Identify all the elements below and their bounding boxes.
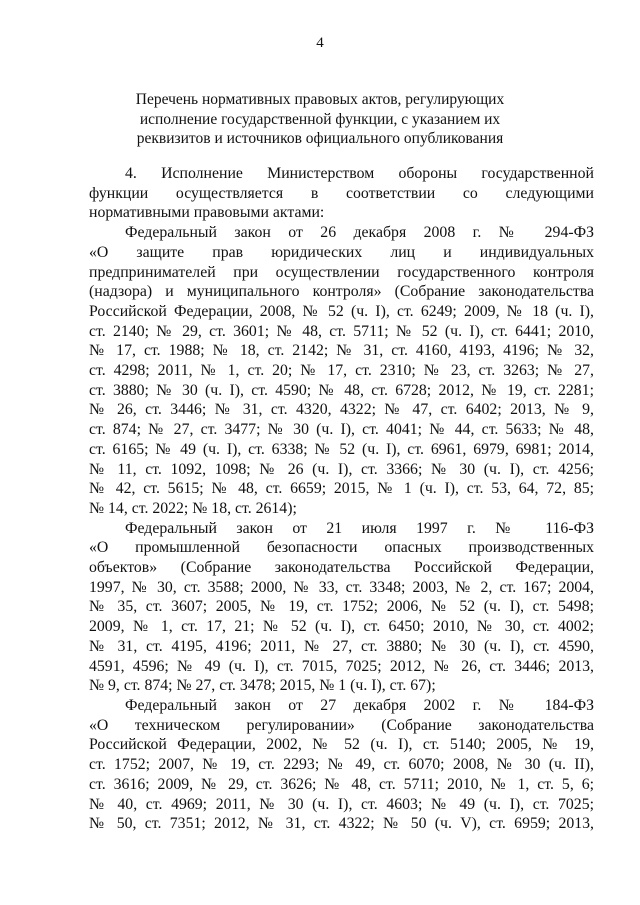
text-line: ст. 3616; 2009, № 29, ст. 3626; № 48, ст. 5711; 2010, № 1, ст. 5, 6; bbox=[89, 775, 594, 793]
text-line: ст. 6165; № 49 (ч. I), ст. 6338; № 52 (ч. I), ст. 6961, 6979, 6981; 2014, bbox=[89, 440, 594, 458]
paragraph-law-184 bbox=[89, 696, 594, 834]
text-line: № 40, ст. 4969; 2011, № 30 (ч. I), ст. 4603; № 49 (ч. I), ст. 7025; bbox=[89, 795, 594, 813]
text-line: Российской Федерации, 2008, № 52 (ч. I), ст. 6249; 2009, № 18 (ч. I), bbox=[89, 302, 594, 320]
text-line: ст. 2140; № 29, ст. 3601; № 48, ст. 5711; № 52 (ч. I), ст. 6441; 2010, bbox=[89, 322, 594, 340]
document-title bbox=[80, 90, 560, 149]
text-line: (надзора) и муниципального контроля» (Собрание законодательства bbox=[89, 283, 594, 301]
document-body bbox=[89, 164, 594, 834]
title-line: Перечень нормативных правовых актов, регулирующих bbox=[135, 91, 505, 108]
text-line: ст. 3880; № 30 (ч. I), ст. 4590; № 48, ст. 6728; 2012, № 19, ст. 2281; bbox=[89, 381, 594, 399]
title-line: реквизитов и источников официального опубликования bbox=[136, 130, 504, 147]
text-line: № 31, ст. 4195, 4196; 2011, № 27, ст. 3880; № 30 (ч. I), ст. 4590, bbox=[89, 637, 594, 655]
text-line: № 14, ст. 2022; № 18, ст. 2614); bbox=[89, 499, 297, 517]
title-line: исполнение государственной функции, с указанием их bbox=[139, 110, 501, 128]
text-line: функции осуществляется в соответствии со следующими bbox=[89, 184, 594, 202]
text-line: № 26, ст. 3446; № 31, ст. 4320, 4322; № 47, ст. 6402; 2013, № 9, bbox=[89, 401, 594, 419]
text-line: нормативными правовыми актами: bbox=[89, 204, 325, 222]
text-line: № 42, ст. 5615; № 48, ст. 6659; 2015, № 1 (ч. I), ст. 53, 64, 72, 85; bbox=[89, 480, 594, 498]
text-line: № 50, ст. 7351; 2012, № 31, ст. 4322; № 50 (ч. V), ст. 6959; 2013, bbox=[89, 815, 594, 833]
text-line: Российской Федерации, 2002, № 52 (ч. I), ст. 5140; 2005, № 19, bbox=[89, 736, 594, 754]
page-number: 4 bbox=[316, 35, 324, 51]
paragraph-law-294 bbox=[89, 223, 594, 519]
text-line: Федеральный закон от 21 июля 1997 г. № 116-ФЗ bbox=[125, 519, 594, 537]
text-line: предпринимателей при осуществлении государственного контроля bbox=[89, 263, 594, 281]
text-line: № 11, ст. 1092, 1098; № 26 (ч. I), ст. 3366; № 30 (ч. I), ст. 4256; bbox=[89, 460, 594, 478]
text-line: № 35, ст. 3607; 2005, № 19, ст. 1752; 2006, № 52 (ч. I), ст. 5498; bbox=[89, 598, 594, 616]
text-line: Федеральный закон от 26 декабря 2008 г. № 294-ФЗ bbox=[125, 224, 594, 242]
text-line: № 17, ст. 1988; № 18, ст. 2142; № 31, ст. 4160, 4193, 4196; № 32, bbox=[89, 342, 594, 360]
text-line: Федеральный закон от 27 декабря 2002 г. № 184-ФЗ bbox=[125, 696, 594, 714]
paragraph-law-116 bbox=[89, 519, 594, 696]
text-line: «О техническом регулировании» (Собрание законодательства bbox=[89, 716, 594, 734]
text-line: № 9, ст. 874; № 27, ст. 3478; 2015, № 1 (ч. I), ст. 67); bbox=[89, 677, 436, 695]
text-line: ст. 4298; 2011, № 1, ст. 20; № 17, ст. 2310; № 23, ст. 3263; № 27, bbox=[89, 362, 594, 380]
text-line: «О промышленной безопасности опасных производственных bbox=[89, 539, 594, 557]
text-line: 4. Исполнение Министерством обороны государственной bbox=[125, 165, 594, 182]
text-line: объектов» (Собрание законодательства Российской Федерации, bbox=[89, 559, 594, 577]
text-line: 1997, № 30, ст. 3588; 2000, № 33, ст. 3348; 2003, № 2, ст. 167; 2004, bbox=[89, 578, 594, 596]
text-line: ст. 874; № 27, ст. 3477; № 30 (ч. I), ст. 4041; № 44, ст. 5633; № 48, bbox=[89, 421, 594, 439]
text-line: ст. 1752; 2007, № 19, ст. 2293; № 49, ст. 6070; 2008, № 30 (ч. II), bbox=[89, 756, 594, 774]
text-line: «О защите прав юридических лиц и индивидуальных bbox=[89, 243, 594, 261]
paragraph-intro bbox=[89, 164, 594, 223]
text-line: 2009, № 1, ст. 17, 21; № 52 (ч. I), ст. 6450; 2010, № 30, ст. 4002; bbox=[89, 618, 594, 636]
text-line: 4591, 4596; № 49 (ч. I), ст. 7015, 7025; 2012, № 26, ст. 3446; 2013, bbox=[89, 657, 594, 675]
